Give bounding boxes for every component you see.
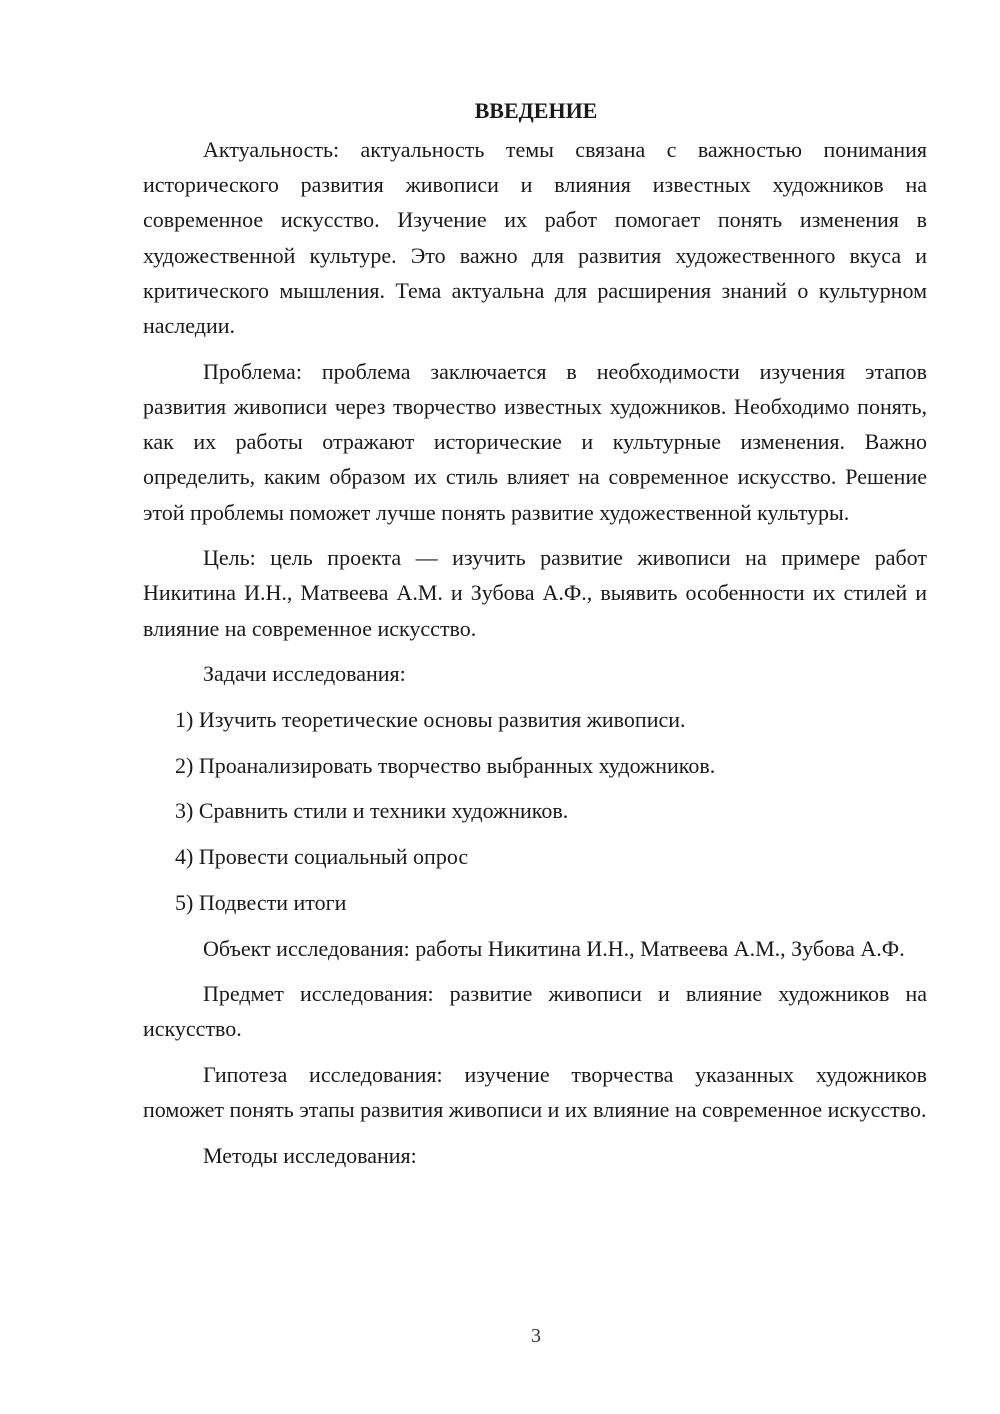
page-number: 3 xyxy=(531,1325,541,1347)
document-page xyxy=(143,96,927,1184)
relevance-paragraph: Актуальность: актуальность темы связана с важностью понимания исторического развития живописи и влияния известных художников на современное искусство. Изучение их работ помогает понять изменения в художественной культуре. Это важно для развития художественного вкуса и критического мышления. Тема актуальна для расширения знаний о культурном наследии. xyxy=(143,137,927,339)
goal-paragraph: Цель: цель проекта — изучить развитие живописи на примере работ Никитина И.Н., Матвеева А.М. и Зубова А.Ф., выявить особенности их стилей и влияние на современное искусство. xyxy=(143,545,927,641)
tasks-title: Задачи исследования: xyxy=(203,661,406,687)
problem-paragraph: Проблема: проблема заключается в необходимости изучения этапов развития живописи через творчество известных художников. Необходимо понять, как их работы отражают исторические и культурные изменения. Важно определить, каким образом их стиль влияет на современное искусство. Решение этой проблемы поможет лучше понять развитие художественной культуры. xyxy=(143,358,927,525)
list-item: 2) Проанализировать творчество выбранных художников. xyxy=(175,752,716,778)
list-item: 1) Изучить теоретические основы развития живописи. xyxy=(175,707,686,733)
tasks-list xyxy=(143,702,927,920)
list-item: 4) Провести социальный опрос xyxy=(175,844,469,870)
object-paragraph: Объект исследования: работы Никитина И.Н., Матвеева А.М., Зубова А.Ф. xyxy=(203,935,905,961)
list-item: 3) Сравнить стили и техники художников. xyxy=(175,798,569,824)
subject-paragraph: Предмет исследования: развитие живописи и влияние художников на искусство. xyxy=(143,981,927,1042)
list-item: 5) Подвести итоги xyxy=(175,889,347,915)
hypothesis-paragraph: Гипотеза исследования: изучение творчества указанных художников поможет понять этапы развития живописи и их влияние на современное искусство. xyxy=(143,1062,927,1123)
section-heading: ВВЕДЕНИЕ xyxy=(474,98,598,123)
methods-title: Методы исследования: xyxy=(203,1143,417,1169)
